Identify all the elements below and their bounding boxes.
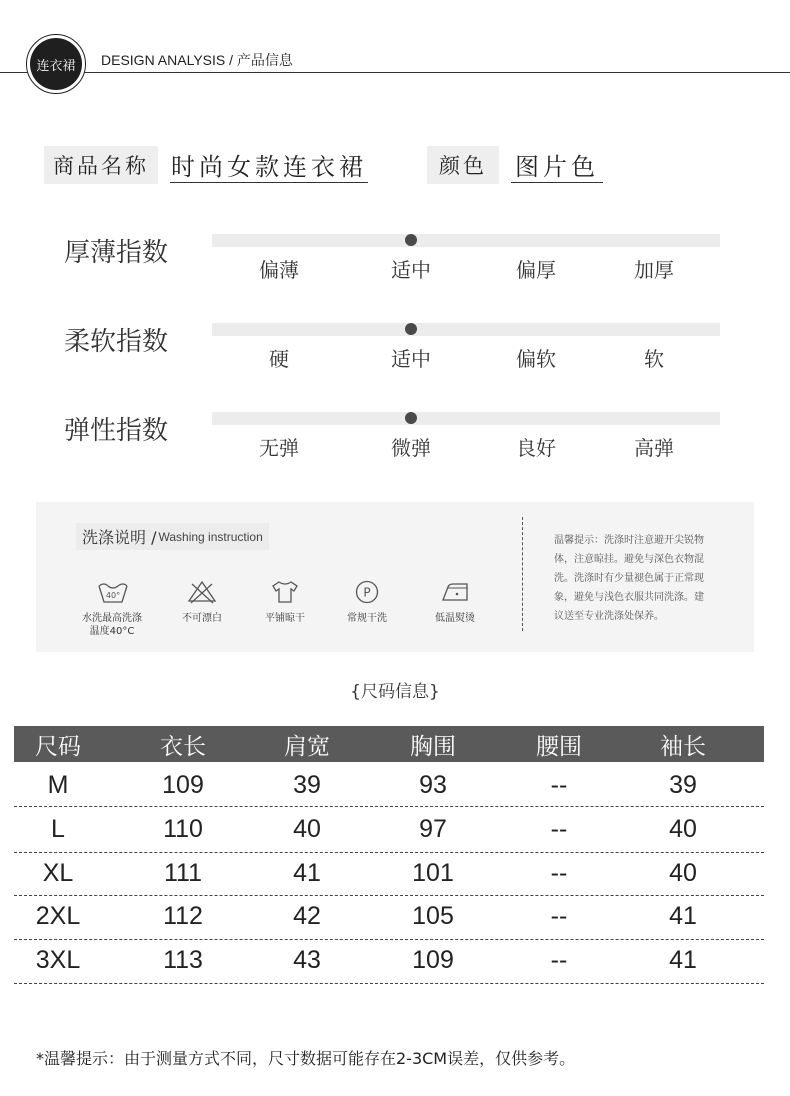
dry-clean-p-icon [350, 579, 384, 605]
index-option: 偏软 [516, 347, 556, 371]
index-option: 良好 [516, 436, 556, 460]
wash-label-line: 水洗最高洗涤 [82, 613, 142, 624]
wash-label: 常规干洗 [347, 613, 387, 624]
elasticity-index-title: 弹性指数 [64, 416, 169, 446]
table-cell: 39 [669, 770, 697, 799]
index-option: 偏薄 [259, 258, 299, 282]
table-cell: 39 [293, 770, 321, 799]
table-cell: -- [550, 901, 568, 930]
wash-label [70, 612, 154, 638]
table-cell: -- [550, 945, 568, 974]
wash-label: 平铺晾干 [265, 613, 305, 624]
table-cell: 101 [412, 858, 454, 887]
table-cell: 105 [412, 901, 454, 930]
softness-index-bar [212, 323, 720, 336]
index-option: 软 [644, 347, 664, 371]
washing-title-cn: 洗涤说明 / [82, 528, 157, 547]
wash-label: 低温熨烫 [435, 613, 475, 624]
table-cell: 41 [669, 945, 697, 974]
thickness-index-marker [405, 234, 417, 246]
table-cell: -- [550, 858, 568, 887]
length-column-header: 衣长 [160, 733, 206, 760]
measurement-note: *温馨提示：由于测量方式不同，尺寸数据可能存在2-3CM误差，仅供参考。 [36, 1049, 576, 1068]
low-iron-icon [438, 579, 472, 605]
table-cell: 41 [293, 858, 321, 887]
washing-tip [554, 531, 726, 626]
page-title: DESIGN ANALYSIS / 产品信息 [101, 52, 293, 68]
table-cell: 40 [669, 858, 697, 887]
softness-index-marker [405, 323, 417, 335]
tip-line: 体，注意晾挂。避免与深色衣物混 [554, 554, 704, 565]
wash-temp-text: 40° [105, 591, 121, 600]
tip-line: 温馨提示：洗涤时注意避开尖锐物 [554, 535, 704, 546]
elasticity-index-bar [212, 412, 720, 425]
thickness-index-bar [212, 234, 720, 247]
table-cell: 110 [163, 814, 203, 843]
index-option: 偏厚 [516, 258, 556, 282]
table-cell: 113 [163, 945, 203, 974]
table-cell: 43 [293, 945, 321, 974]
washing-separator [522, 517, 523, 631]
table-cell: 109 [412, 945, 454, 974]
table-cell: 111 [163, 858, 202, 887]
table-cell: 97 [419, 814, 447, 843]
wash-label-line: 温度40°C [89, 626, 135, 637]
washing-title-en: Washing instruction [158, 529, 263, 544]
dry-clean-letter: P [363, 585, 371, 600]
index-option: 高弹 [634, 436, 674, 460]
wash-tub-40-icon [96, 580, 130, 606]
chest-column-header: 胸围 [410, 733, 456, 760]
waist-column-header: 腰围 [536, 733, 582, 760]
color-label: 颜色 [427, 146, 499, 184]
color-value: 图片色 [511, 146, 603, 183]
index-option: 适中 [391, 347, 431, 371]
washing-title [76, 523, 269, 550]
table-cell: 109 [162, 770, 204, 799]
table-cell: 93 [419, 770, 447, 799]
table-cell: -- [550, 770, 568, 799]
table-cell: L [51, 814, 65, 843]
index-option: 适中 [391, 258, 431, 282]
table-cell: -- [550, 814, 568, 843]
thickness-index-title: 厚薄指数 [64, 238, 169, 268]
flat-dry-shirt-icon [268, 579, 302, 605]
tip-line: 象，避免与浅色衣服共同洗涤。建 [554, 592, 704, 603]
elasticity-index-marker [405, 412, 417, 424]
product-name-label: 商品名称 [44, 146, 158, 184]
header-divider [0, 72, 790, 73]
category-badge: 连衣裙 [30, 38, 82, 90]
softness-index-title: 柔软指数 [64, 327, 169, 357]
no-bleach-icon [185, 579, 219, 605]
table-cell: M [47, 770, 69, 799]
table-cell: 40 [293, 814, 321, 843]
product-name-value: 时尚女款连衣裙 [170, 146, 368, 183]
table-cell: 2XL [35, 901, 81, 930]
tip-line: 议送至专业洗涤处保养。 [554, 611, 664, 622]
table-cell: 42 [293, 901, 321, 930]
size-heading: {尺码信息} [350, 682, 440, 702]
wash-label: 不可漂白 [182, 613, 222, 624]
sleeve-column-header: 袖长 [660, 733, 706, 760]
table-cell: XL [42, 858, 74, 887]
tip-line: 洗。洗涤时有少量褪色属于正常现 [554, 573, 704, 584]
shoulder-column-header: 肩宽 [284, 733, 330, 760]
index-option: 加厚 [634, 258, 674, 282]
table-cell: 112 [163, 901, 203, 930]
index-option: 微弹 [391, 436, 431, 460]
row-divider [14, 983, 764, 984]
table-cell: 40 [669, 814, 697, 843]
index-option: 无弹 [259, 436, 299, 460]
size-column-header: 尺码 [35, 733, 81, 760]
index-option: 硬 [269, 347, 289, 371]
table-cell: 3XL [35, 945, 81, 974]
table-cell: 41 [669, 901, 697, 930]
